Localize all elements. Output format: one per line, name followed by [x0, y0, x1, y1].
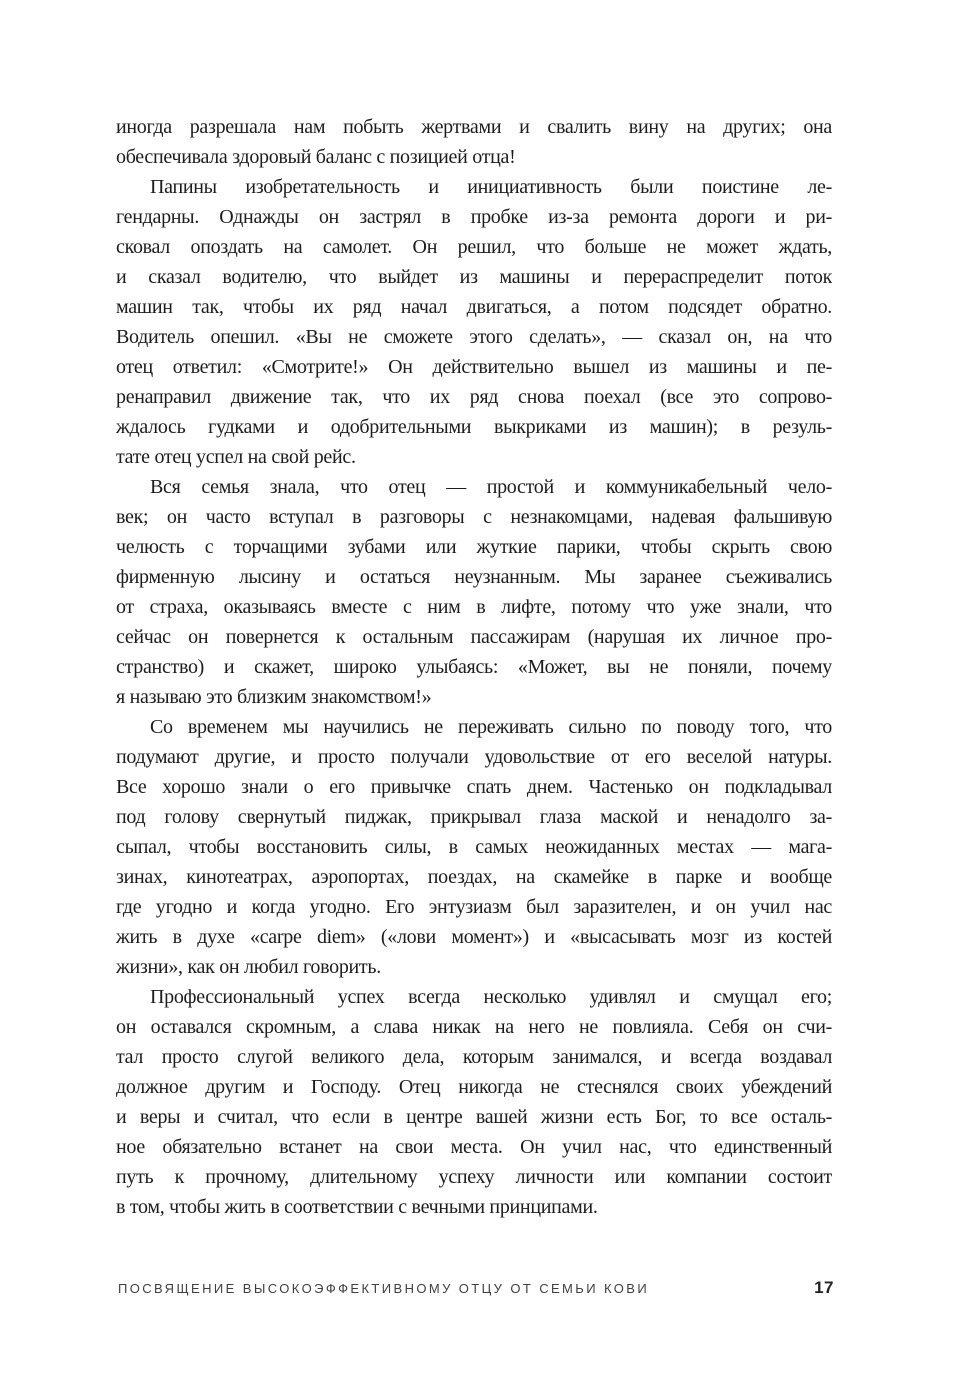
text-line: жить в духе «carpe diem» («лови момент») и «высасывать мозг из костей — [116, 926, 832, 948]
text-line: сковал опоздать на самолет. Он решил, что больше не может ждать, — [116, 236, 832, 258]
text-line: век; он часто вступал в разговоры с незнакомцами, надевая фальшивую — [116, 506, 832, 528]
text-line: отец ответил: «Смотрите!» Он действительно вышел из машины и пе- — [116, 356, 832, 378]
text-line: и веры и считал, что если в центре вашей жизни есть Бог, то все осталь- — [116, 1106, 832, 1128]
text-line: тал просто слугой великого дела, которым занимался, и всегда воздавал — [116, 1046, 832, 1068]
text-line: фирменную лысину и остаться неузнанным. Мы заранее съеживались — [116, 566, 832, 588]
text-line: гендарны. Однажды он застрял в пробке из-за ремонта дороги и ри- — [116, 206, 832, 228]
text-line: тате отец успел на свой рейс. — [116, 446, 356, 468]
text-line: сейчас он повернется к остальным пассажирам (нарушая их личное про- — [116, 626, 832, 648]
text-line: обеспечивала здоровый баланс с позицией отца! — [116, 146, 516, 168]
text-line: он оставался скромным, а слава никак на него не повлияла. Себя он счи- — [116, 1016, 832, 1038]
text-line: челюсть с торчащими зубами или жуткие парики, чтобы скрыть свою — [116, 536, 832, 558]
text-line: ренаправил движение так, что их ряд снова поехал (все это сопрово- — [116, 386, 832, 408]
text-line: Папины изобретательность и инициативность были поистине ле- — [150, 176, 832, 198]
text-line: машин так, чтобы их ряд начал двигаться, а потом подсядет обратно. — [116, 296, 832, 318]
text-line: под голову свернутый пиджак, прикрывал глаза маской и ненадолго за- — [116, 806, 832, 828]
page-footer — [118, 1278, 834, 1298]
text-line: сыпал, чтобы восстановить силы, в самых неожиданных местах — мага- — [116, 836, 832, 858]
text-line: Вся семья знала, что отец — простой и коммуникабельный чело- — [150, 476, 832, 498]
text-line: иногда разрешала нам побыть жертвами и свалить вину на других; она — [116, 116, 832, 138]
text-line: где угодно и когда угодно. Его энтузиазм был заразителен, и он учил нас — [116, 896, 832, 918]
text-line: и сказал водителю, что выйдет из машины и перераспределит поток — [116, 266, 832, 288]
running-title: ПОСВЯЩЕНИЕ ВЫСОКОЭФФЕКТИВНОМУ ОТЦУ ОТ СЕМЬИ КОВИ — [118, 1281, 650, 1296]
text-line: Со временем мы научились не переживать сильно по поводу того, что — [150, 716, 832, 738]
body-text — [116, 112, 832, 1222]
text-line: должное другим и Господу. Отец никогда не стеснялся своих убеждений — [116, 1076, 832, 1098]
text-line: от страха, оказываясь вместе с ним в лифте, потому что уже знали, что — [116, 596, 832, 618]
text-line: жизни», как он любил говорить. — [116, 956, 381, 978]
text-line: Все хорошо знали о его привычке спать днем. Частенько он подкладывал — [116, 776, 832, 798]
text-line: Водитель опешил. «Вы не сможете этого сделать», — сказал он, на что — [116, 326, 832, 348]
text-line: Профессиональный успех всегда несколько удивлял и смущал его; — [150, 986, 832, 1008]
text-line: подумают другие, и просто получали удовольствие от его веселой натуры. — [116, 746, 832, 768]
text-line: я называю это близким знакомством!» — [116, 686, 432, 708]
text-line: путь к прочному, длительному успеху личности или компании состоит — [116, 1166, 832, 1188]
text-line: в том, чтобы жить в соответствии с вечными принципами. — [116, 1196, 598, 1218]
text-line: ное обязательно встанет на свои места. Он учил нас, что единственный — [116, 1136, 832, 1158]
text-line: зинах, кинотеатрах, аэропортах, поездах, на скамейке в парке и вообще — [116, 866, 832, 888]
text-line: ждалось гудками и одобрительными выкриками из машин); в резуль- — [116, 416, 832, 438]
page-number: 17 — [814, 1278, 834, 1297]
text-line: странство) и скажет, широко улыбаясь: «Может, вы не поняли, почему — [116, 656, 832, 678]
